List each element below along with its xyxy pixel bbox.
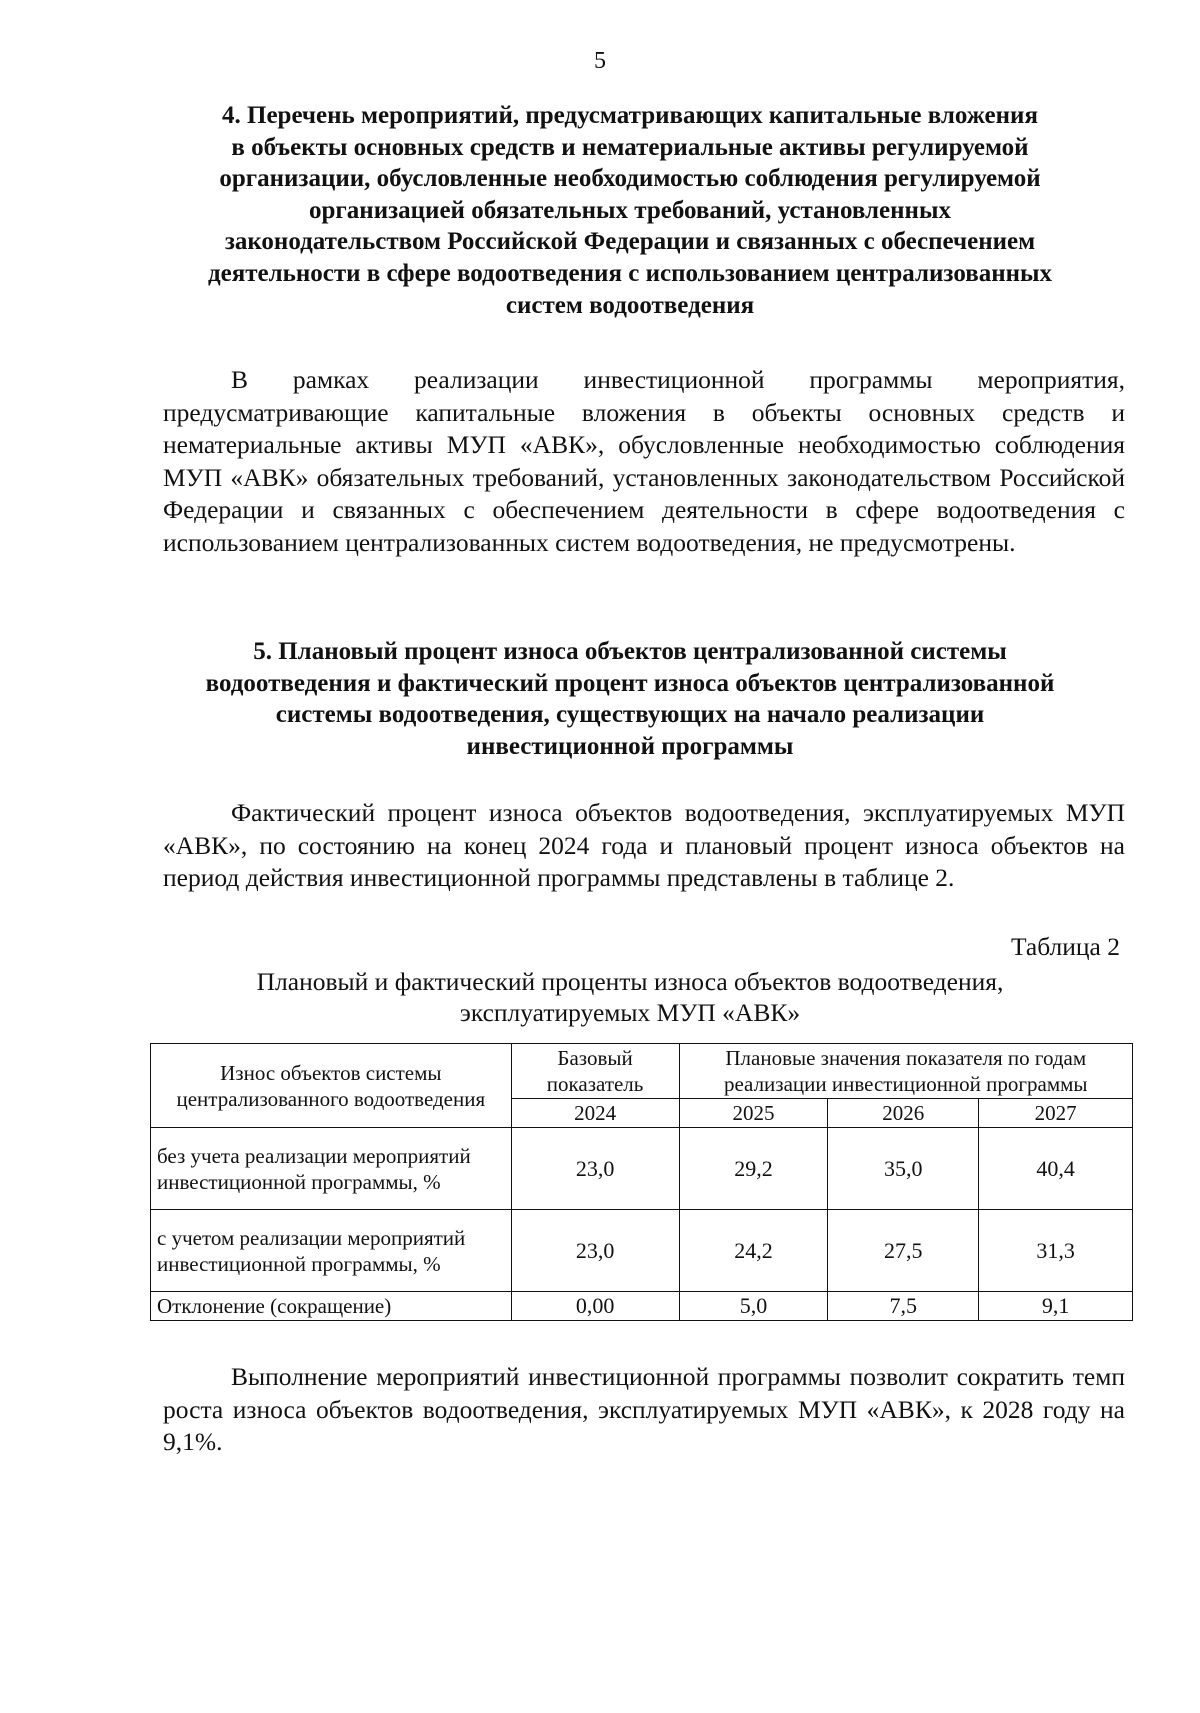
year-cell: 2025 bbox=[679, 1099, 828, 1128]
year-cell: 2026 bbox=[828, 1099, 979, 1128]
header-base-indicator: Базовый показатель bbox=[511, 1044, 679, 1099]
heading-line: законодательством Российской Федерации и связанных с обеспечением bbox=[224, 228, 1036, 256]
value-cell: 23,0 bbox=[511, 1128, 679, 1210]
value-cell: 24,2 bbox=[679, 1210, 828, 1292]
section-4-paragraph bbox=[163, 364, 1125, 559]
heading-line: организации, обусловленные необходимостью соблюдения регулируемой bbox=[219, 165, 1041, 193]
year-cell: 2024 bbox=[511, 1099, 679, 1128]
row-label: без учета реализации мероприятий инвестиционной программы, % bbox=[151, 1128, 512, 1210]
heading-line: систем водоотведения bbox=[505, 291, 755, 319]
paragraph-text: В рамках реализации инвестиционной программы мероприятия, предусматривающие капитальные вложения в объекты основных средств и нематериальные активы МУП «АВК», обусловленные необходимостью соблюдения МУП «АВК» обязательных требований, установленных законодательством Российской Федерации и связанных с обеспечением деятельности в сфере водоотведения с использованием централизованных систем водоотведения, не предусмотрены. bbox=[163, 365, 1125, 557]
wear-table bbox=[150, 1043, 1133, 1321]
value-cell: 7,5 bbox=[828, 1292, 979, 1321]
table-title-line: Плановый и фактический проценты износа объектов водоотведения, bbox=[256, 967, 1004, 996]
year-cell: 2027 bbox=[979, 1099, 1133, 1128]
table-header-row bbox=[151, 1044, 1133, 1099]
section-5-heading bbox=[150, 636, 1110, 762]
table-title bbox=[150, 966, 1110, 1028]
heading-line: организацией обязательных требований, установленных bbox=[309, 196, 951, 224]
value-cell: 31,3 bbox=[979, 1210, 1133, 1292]
header-wear-objects: Износ объектов системы централизованного водоотведения bbox=[151, 1044, 512, 1128]
value-cell: 35,0 bbox=[828, 1128, 979, 1210]
section-4-heading bbox=[150, 100, 1110, 321]
value-cell: 23,0 bbox=[511, 1210, 679, 1292]
paragraph-text: Выполнение мероприятий инвестиционной программы позволит сократить темп роста износа объектов водоотведения, эксплуатируемых МУП «АВК», к 2028 году на 9,1%. bbox=[163, 1362, 1125, 1456]
row-label: с учетом реализации мероприятий инвестиционной программы, % bbox=[151, 1210, 512, 1292]
heading-line: деятельности в сфере водоотведения с использованием централизованных bbox=[207, 259, 1053, 287]
value-cell: 40,4 bbox=[979, 1128, 1133, 1210]
value-cell: 27,5 bbox=[828, 1210, 979, 1292]
heading-line: системы водоотведения, существующих на начало реализации bbox=[275, 701, 985, 729]
conclusion-paragraph bbox=[163, 1361, 1125, 1459]
paragraph-text: Фактический процент износа объектов водоотведения, эксплуатируемых МУП «АВК», по состоянию на конец 2024 года и плановый процент износа объектов на период действия инвестиционной программы представлены в таблице 2. bbox=[163, 798, 1125, 892]
table-row bbox=[151, 1210, 1133, 1292]
row-label: Отклонение (сокращение) bbox=[151, 1292, 512, 1321]
heading-line: в объекты основных средств и нематериальные активы регулируемой bbox=[231, 133, 1029, 161]
heading-line: 5. Плановый процент износа объектов централизованной системы bbox=[253, 638, 1007, 665]
table-label: Таблица 2 bbox=[1010, 932, 1120, 961]
heading-line: 4. Перечень мероприятий, предусматривающих капитальные вложения bbox=[222, 102, 1038, 129]
value-cell: 5,0 bbox=[679, 1292, 828, 1321]
heading-line: инвестиционной программы bbox=[466, 732, 794, 760]
page-number: 5 bbox=[594, 48, 606, 74]
table-title-line: эксплуатируемых МУП «АВК» bbox=[459, 998, 801, 1027]
value-cell: 29,2 bbox=[679, 1128, 828, 1210]
value-cell: 0,00 bbox=[511, 1292, 679, 1321]
section-5-paragraph bbox=[163, 797, 1125, 895]
table-row bbox=[151, 1292, 1133, 1321]
value-cell: 9,1 bbox=[979, 1292, 1133, 1321]
header-plan-values: Плановые значения показателя по годам реализации инвестиционной программы bbox=[679, 1044, 1132, 1099]
table-row bbox=[151, 1128, 1133, 1210]
heading-line: водоотведения и фактический процент износа объектов централизованной bbox=[205, 669, 1055, 697]
